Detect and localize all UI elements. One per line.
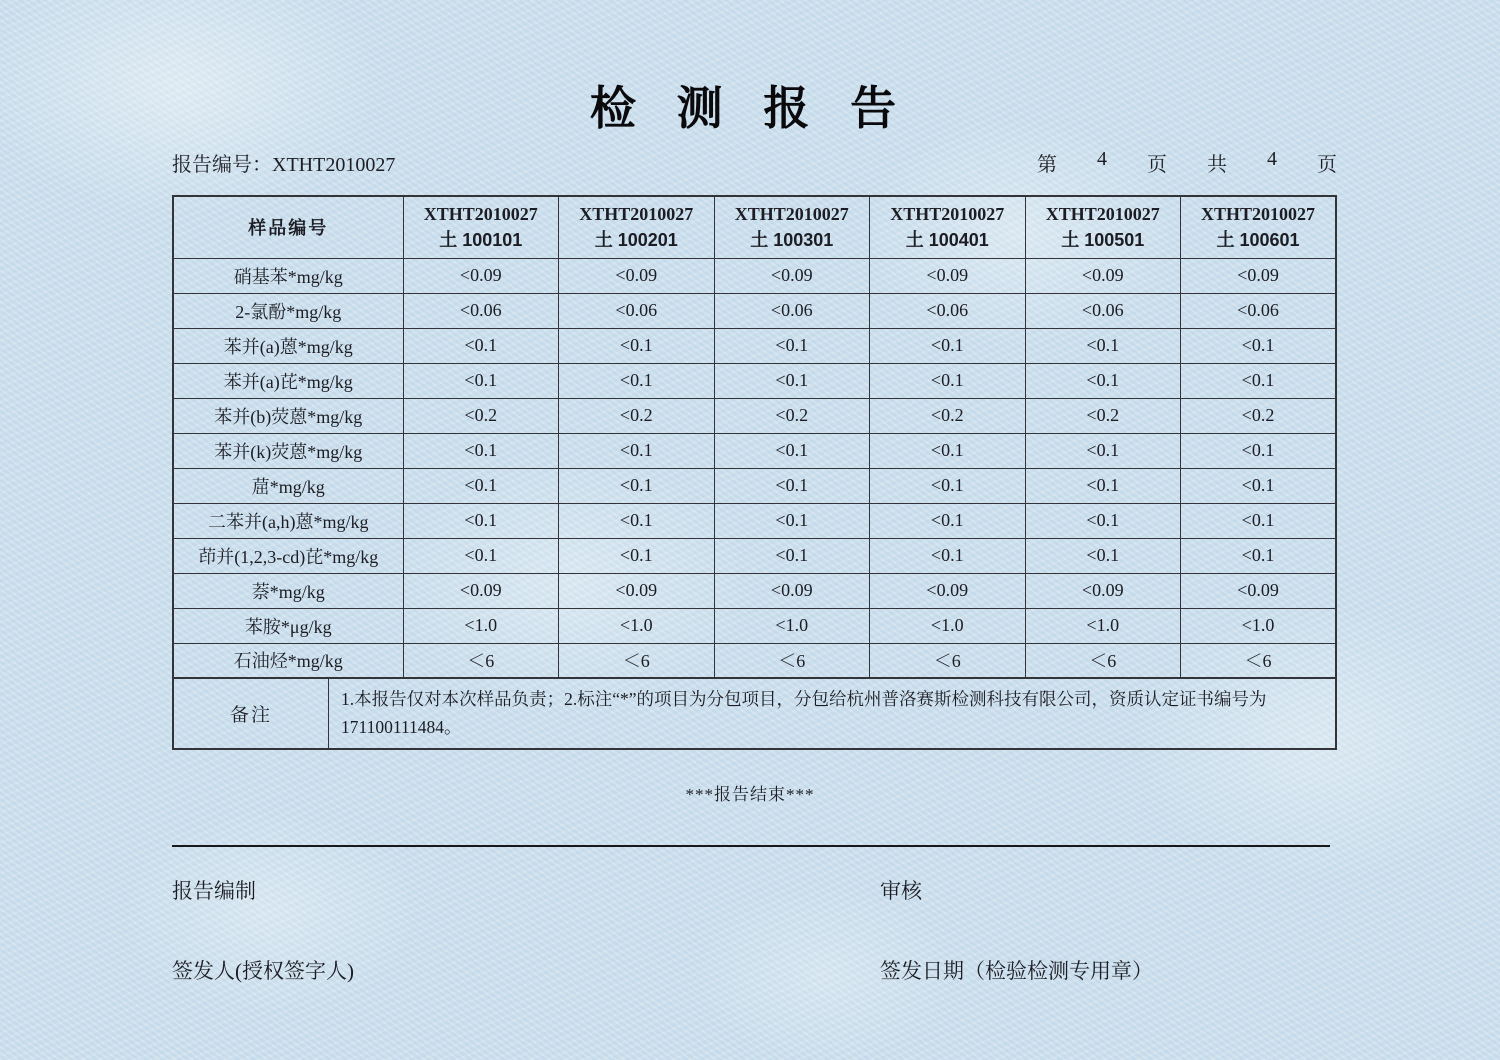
- result-value: <0.1: [1025, 433, 1181, 468]
- sample-id-line2: 土 100501: [1061, 230, 1145, 251]
- result-value: <0.06: [403, 293, 559, 328]
- parameter-label: 石油烃*mg/kg: [173, 643, 403, 678]
- result-value: <0.1: [1181, 538, 1337, 573]
- result-value: ＜6: [559, 643, 715, 678]
- pagination-part: 页: [1147, 154, 1167, 176]
- result-value: <0.1: [403, 328, 559, 363]
- result-value: <0.09: [559, 573, 715, 608]
- footer-divider: [172, 845, 1330, 847]
- sample-id-line1: XTHT2010027: [890, 204, 1005, 225]
- sample-column-header: [1181, 196, 1337, 258]
- remarks-row: [172, 679, 1337, 750]
- result-value: ＜6: [870, 643, 1026, 678]
- sample-column-header: [870, 196, 1026, 258]
- table-row: [173, 643, 1336, 678]
- result-value: <0.06: [1025, 293, 1181, 328]
- result-value: <0.06: [1181, 293, 1337, 328]
- sample-id-line1: XTHT2010027: [1200, 204, 1315, 225]
- result-value: <0.2: [559, 398, 715, 433]
- result-value: <1.0: [1025, 608, 1181, 643]
- pagination-part: 页: [1317, 154, 1337, 176]
- result-value: <0.09: [559, 258, 715, 293]
- signature-line-2: [172, 955, 1337, 985]
- parameter-label: 二苯并(a,h)蒽*mg/kg: [173, 503, 403, 538]
- result-value: <0.1: [714, 363, 870, 398]
- result-value: <1.0: [870, 608, 1026, 643]
- result-value: <0.2: [714, 398, 870, 433]
- result-value: <0.1: [1181, 328, 1337, 363]
- pagination-part: 第: [1037, 154, 1057, 176]
- result-value: <0.09: [714, 573, 870, 608]
- result-value: <0.1: [403, 363, 559, 398]
- pagination-total-pages: 4: [1267, 148, 1277, 170]
- result-value: <0.1: [403, 503, 559, 538]
- result-value: <0.1: [714, 503, 870, 538]
- result-value: <0.1: [1025, 468, 1181, 503]
- table-row: [173, 503, 1336, 538]
- meta-row: [172, 148, 1337, 177]
- sample-column-header: [714, 196, 870, 258]
- result-value: <0.09: [1025, 258, 1181, 293]
- table-row: [173, 468, 1336, 503]
- result-value: <0.1: [403, 538, 559, 573]
- table-row: [173, 258, 1336, 293]
- results-table: [172, 195, 1337, 679]
- reviewed-by-label: 审核: [880, 878, 922, 903]
- signer-label: 签发人(授权签字人): [172, 958, 354, 983]
- remarks-label: 备注: [174, 679, 329, 748]
- result-value: <0.1: [1025, 363, 1181, 398]
- result-value: <0.1: [1181, 468, 1337, 503]
- sample-id-line2: 土 100301: [750, 230, 834, 251]
- results-table-head: [173, 196, 1336, 258]
- result-value: <0.09: [714, 258, 870, 293]
- result-value: <1.0: [1181, 608, 1337, 643]
- parameter-label: 硝基苯*mg/kg: [173, 258, 403, 293]
- result-value: <0.1: [870, 433, 1026, 468]
- parameter-label: 茚并(1,2,3-cd)芘*mg/kg: [173, 538, 403, 573]
- result-value: <0.06: [714, 293, 870, 328]
- result-value: <0.09: [403, 258, 559, 293]
- header-row: [173, 196, 1336, 258]
- table-row: [173, 433, 1336, 468]
- sample-id-corner-header: 样品编号: [173, 196, 403, 258]
- signature-line-1: [172, 875, 1337, 905]
- parameter-label: 萘*mg/kg: [173, 573, 403, 608]
- result-value: <0.06: [870, 293, 1026, 328]
- result-value: <0.1: [1181, 433, 1337, 468]
- parameter-label: 2-氯酚*mg/kg: [173, 293, 403, 328]
- page-title: 检 测 报 告: [589, 82, 911, 134]
- result-value: <0.2: [403, 398, 559, 433]
- result-value: <0.09: [403, 573, 559, 608]
- result-value: <1.0: [403, 608, 559, 643]
- sample-id-line1: XTHT2010027: [423, 204, 538, 225]
- result-value: <0.1: [1025, 328, 1181, 363]
- result-value: <0.1: [1181, 503, 1337, 538]
- result-value: <0.1: [1025, 503, 1181, 538]
- result-value: <0.1: [559, 468, 715, 503]
- result-value: <0.2: [1025, 398, 1181, 433]
- parameter-label: 苯并(a)蒽*mg/kg: [173, 328, 403, 363]
- prepared-by-label: 报告编制: [172, 878, 256, 903]
- pagination-part: 共: [1207, 154, 1227, 176]
- result-value: <0.1: [559, 538, 715, 573]
- sample-id-line2: 土 100201: [594, 230, 678, 251]
- sample-id-line2: 土 100401: [905, 230, 989, 251]
- result-value: <0.1: [559, 433, 715, 468]
- result-value: ＜6: [1181, 643, 1337, 678]
- sample-id-line2: 土 100101: [439, 230, 523, 251]
- result-value: <0.1: [870, 363, 1026, 398]
- result-value: <0.2: [1181, 398, 1337, 433]
- parameter-label: 苯胺*μg/kg: [173, 608, 403, 643]
- sample-column-header: [1025, 196, 1181, 258]
- report-end-note: ***报告结束***: [685, 784, 815, 804]
- pagination-current-page: 4: [1097, 148, 1107, 170]
- sample-id-line1: XTHT2010027: [734, 204, 849, 225]
- table-row: [173, 363, 1336, 398]
- parameter-label: 苯并(a)芘*mg/kg: [173, 363, 403, 398]
- result-value: <0.1: [403, 433, 559, 468]
- remarks-text: [329, 679, 1335, 748]
- result-value: <0.1: [1025, 538, 1181, 573]
- sample-column-header: [403, 196, 559, 258]
- result-value: <0.09: [870, 573, 1026, 608]
- result-value: ＜6: [1025, 643, 1181, 678]
- result-value: <0.1: [714, 538, 870, 573]
- result-value: <0.06: [559, 293, 715, 328]
- table-row: [173, 398, 1336, 433]
- result-value: <0.1: [870, 503, 1026, 538]
- parameter-label: 䓛*mg/kg: [173, 468, 403, 503]
- table-row: [173, 293, 1336, 328]
- table-row: [173, 328, 1336, 363]
- result-value: <1.0: [559, 608, 715, 643]
- table-row: [173, 573, 1336, 608]
- result-value: <0.1: [559, 503, 715, 538]
- pagination: [1037, 148, 1337, 177]
- result-value: <0.1: [559, 363, 715, 398]
- result-value: <0.1: [714, 433, 870, 468]
- result-value: <0.09: [1025, 573, 1181, 608]
- result-value: <0.1: [870, 328, 1026, 363]
- result-value: <0.1: [559, 328, 715, 363]
- result-value: <0.1: [714, 328, 870, 363]
- sample-id-line1: XTHT2010027: [579, 204, 694, 225]
- table-row: [173, 608, 1336, 643]
- result-value: ＜6: [714, 643, 870, 678]
- remarks-text-content: 1.本报告仅对本次样品负责；2.标注“*”的项目为分包项目，分包给杭州普洛赛斯检测科技有限公司，资质认定证书编号为171100111484。: [341, 689, 1267, 738]
- result-value: <0.1: [714, 468, 870, 503]
- results-table-body: [173, 258, 1336, 678]
- result-value: <0.09: [1181, 573, 1337, 608]
- sample-id-line1: XTHT2010027: [1045, 204, 1160, 225]
- sample-column-header: [559, 196, 715, 258]
- parameter-label: 苯并(k)荧蒽*mg/kg: [173, 433, 403, 468]
- result-value: <0.1: [870, 468, 1026, 503]
- result-value: <0.09: [1181, 258, 1337, 293]
- result-value: <0.09: [870, 258, 1026, 293]
- result-value: <0.1: [870, 538, 1026, 573]
- result-value: <0.2: [870, 398, 1026, 433]
- parameter-label: 苯并(b)荧蒽*mg/kg: [173, 398, 403, 433]
- sample-id-line2: 土 100601: [1216, 230, 1300, 251]
- result-value: <0.1: [403, 468, 559, 503]
- report-number: 报告编号：XTHT2010027: [172, 154, 396, 176]
- table-row: [173, 538, 1336, 573]
- result-value: <0.1: [1181, 363, 1337, 398]
- sign-date-label: 签发日期（检验检测专用章）: [880, 958, 1153, 983]
- result-value: ＜6: [403, 643, 559, 678]
- result-value: <1.0: [714, 608, 870, 643]
